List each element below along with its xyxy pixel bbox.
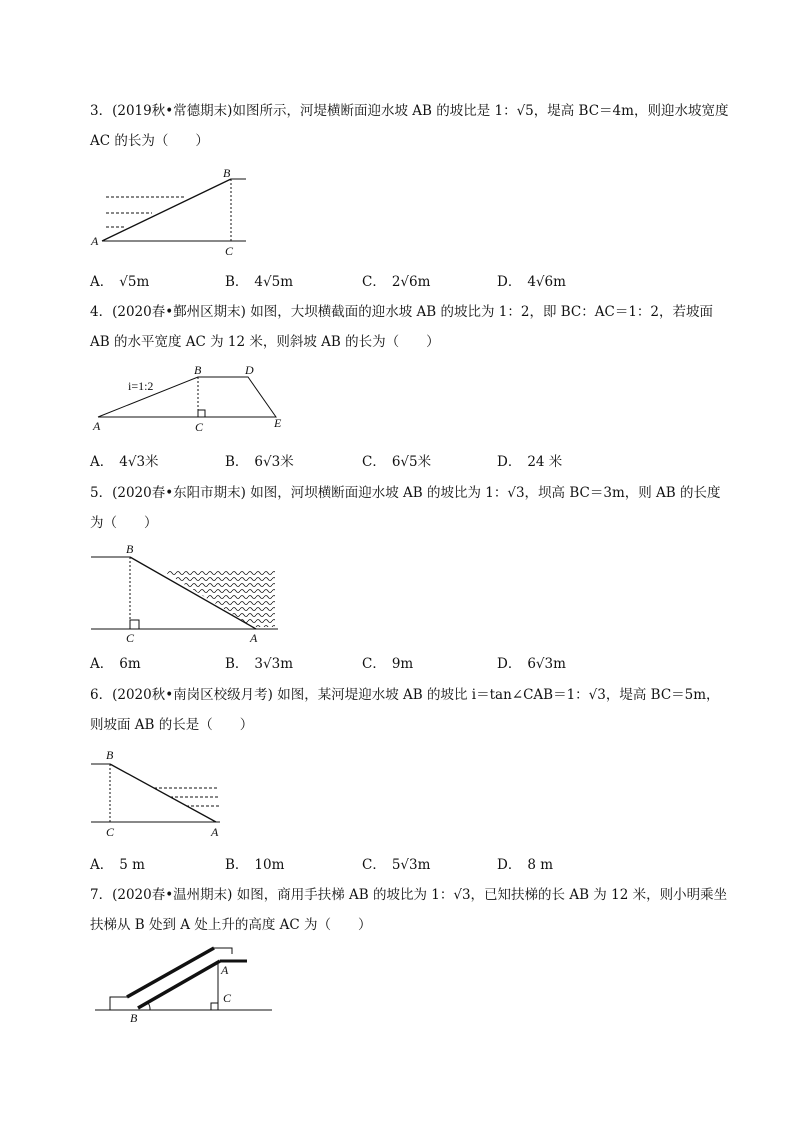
choices-q4 (90, 450, 730, 472)
right-angle-mark (198, 410, 205, 417)
slope-ab (102, 179, 231, 241)
slope-ab (110, 764, 216, 822)
handrail-outline (110, 948, 232, 1010)
figure-q3-embankment (88, 165, 258, 255)
question-7 (90, 880, 730, 940)
point-label-c: C (225, 244, 234, 255)
point-label-c: C (195, 420, 204, 434)
choice-c[interactable]: C． 9m (362, 656, 414, 672)
point-label-c: C (106, 825, 115, 839)
point-label-a: A (221, 963, 229, 977)
choice-c[interactable]: C． 5√3m (362, 857, 431, 873)
point-label-b: B (130, 1011, 138, 1025)
choices-q6 (90, 853, 730, 875)
point-label-d: D (245, 363, 254, 377)
question-stem: 4．(2020春•鄞州区期末) 如图，大坝横截面的迎水坡 AB 的坡比为 1：2，即 BC：AC＝1：2，若坡面 AB 的水平宽度 AC 为 12 米，则斜坡 AB 的长为（ ） (90, 304, 714, 350)
right-angle-mark (130, 620, 139, 629)
question-stem: 3．(2019秋•常德期末)如图所示，河堤横断面迎水坡 AB 的坡比是 1：√5，堤高 BC＝4m，则迎水坡宽度 AC 的长为（ ） (90, 103, 729, 149)
point-label-b: B (126, 542, 134, 556)
point-label-c: C (223, 991, 232, 1005)
choice-a[interactable]: A． 6m (90, 656, 141, 672)
choice-b[interactable]: B． 3√3m (225, 656, 294, 672)
figure-q7-escalator (90, 940, 280, 1030)
choice-b[interactable]: B． 4√5m (225, 274, 294, 290)
choice-d[interactable]: D． 8 m (497, 857, 554, 873)
point-label-e: E (274, 416, 282, 430)
point-label-a: A (211, 825, 219, 839)
figure-q6-embankment (88, 745, 233, 840)
choice-a[interactable]: A． 4√3米 (90, 454, 159, 470)
question-stem: 5．(2020春•东阳市期末) 如图，河坝横断面迎水坡 AB 的坡比为 1：√3，坝高 BC＝3m，则 AB 的长度为（ ） (90, 485, 721, 531)
choices-q5 (90, 652, 730, 674)
choice-b[interactable]: B． 6√3米 (225, 454, 294, 470)
water-area (163, 571, 275, 627)
right-angle-mark (211, 1003, 218, 1010)
choice-b[interactable]: B． 10m (225, 857, 285, 873)
question-5 (90, 478, 730, 538)
choice-d[interactable]: D． 4√6m (497, 274, 566, 290)
choice-d[interactable]: D． 6√3m (497, 656, 566, 672)
choice-a[interactable]: A． 5 m (90, 857, 145, 873)
question-6 (90, 680, 730, 740)
choices-q3 (90, 270, 730, 292)
point-label-c: C (126, 631, 135, 645)
question-3 (90, 96, 730, 156)
question-stem: 6．(2020秋•南岗区校级月考) 如图，某河堤迎水坡 AB 的坡比 i＝tan∠CAB＝1：√3，堤高 BC＝5m，则坡面 AB 的长是（ ） (90, 687, 720, 733)
question-stem: 7．(2020春•温州期末) 如图，商用手扶梯 AB 的坡比为 1：√3，已知扶梯的长 AB 为 12 米，则小明乘坐扶梯从 B 处到 A 处上升的高度 AC 为（ ） (90, 887, 728, 933)
point-label-b: B (194, 363, 202, 377)
figure-q5-dam (88, 540, 288, 645)
figure-q4-dam (88, 362, 298, 437)
point-label-b: B (106, 748, 114, 762)
choice-c[interactable]: C． 6√5米 (362, 454, 432, 470)
choice-d[interactable]: D． 24 米 (497, 454, 563, 470)
angle-arc (148, 1003, 150, 1010)
point-label-a: A (93, 419, 101, 433)
choice-a[interactable]: A． √5m (90, 274, 150, 290)
point-label-a: A (250, 631, 258, 645)
slope-ratio-label: i=1:2 (128, 379, 154, 393)
point-label-a: A (91, 234, 99, 248)
dam-outline (98, 377, 276, 417)
point-label-b: B (223, 166, 231, 180)
choice-c[interactable]: C． 2√6m (362, 274, 431, 290)
question-4 (90, 297, 730, 357)
